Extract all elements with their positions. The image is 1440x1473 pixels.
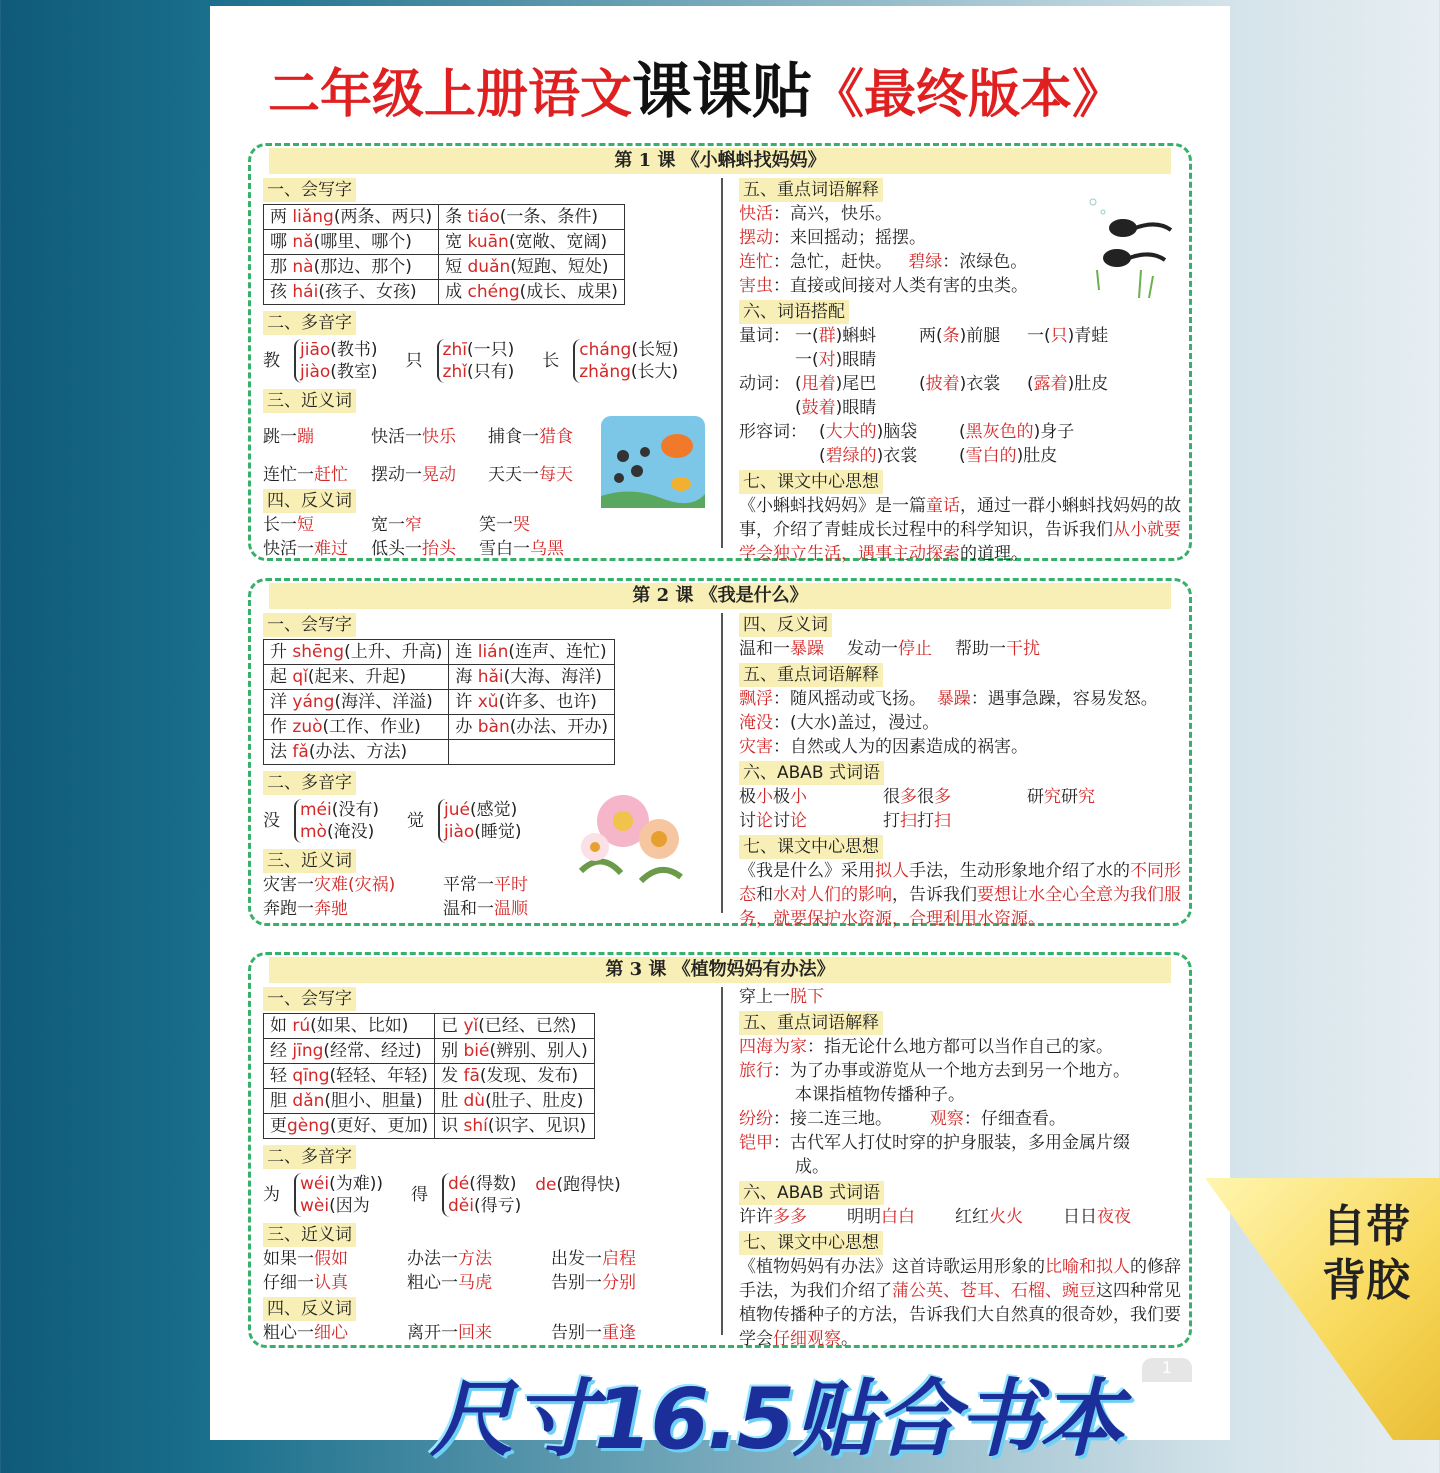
section-heading: 三、近义词 [263, 389, 356, 413]
table-row [264, 1014, 595, 1039]
table-cell: 识 shí(识字、见识) [435, 1114, 595, 1139]
definition: 铠甲：古代军人打仗时穿的护身服装，多用金属片缀 [739, 1133, 1130, 1153]
tadpole-illustration [1079, 190, 1179, 300]
table-cell [449, 740, 615, 765]
polyphone-group: 教 jiāo(教书) jiào(教室) 只 zhī(一只) zhǐ(只有) 长 cháng(长短) zhǎng(长大) [263, 340, 679, 382]
table-cell: 如 rú(如果、比如) [264, 1014, 435, 1039]
synonym-row: 灾害一灾难(灾祸) 平常一平时 [263, 875, 528, 895]
abab-row: 讨论讨论 打扫打扫 [739, 811, 951, 831]
definition: 飘浮：随风摇动或飞扬。 暴躁：遇事急躁，容易发怒。 [739, 689, 1158, 709]
synonym-row: 跳一蹦 快活一快乐 捕食一猎食 [263, 427, 573, 447]
abab-row: 极小极小 很多很多 研究研究 [739, 787, 1095, 807]
table-row [264, 665, 615, 690]
definition: 纷纷：接二连三地。 观察：仔细查看。 [739, 1109, 1066, 1129]
lesson-1-panel [248, 143, 1192, 564]
section-heading: 一、会写字 [263, 987, 356, 1011]
table-cell: 那 nà(那边、那个) [264, 255, 439, 280]
section-heading: 五、重点词语解释 [739, 178, 883, 202]
synonym-row: 如果一假如 办法一方法 出发一启程 [263, 1249, 636, 1269]
definition: 连忙：急忙，赶快。 碧绿：浓绿色。 [739, 252, 1028, 272]
adhesive-label: 自带 背胶 [1322, 1201, 1410, 1306]
writing-table [263, 204, 625, 305]
polyphone-bracket: jiāo(教书) jiào(教室) [294, 339, 378, 383]
collocation-row: (碧绿的)衣裳 (雪白的)肚皮 [819, 446, 1058, 466]
table-row [264, 690, 615, 715]
section-heading: 四、反义词 [263, 1297, 356, 1321]
definition: 旅行：为了办事或游览从一个地方去到另一个地方。 [739, 1061, 1130, 1081]
collocation-row: 量词： 一(群)蝌蚪 两(条)前腿 一(只)青蛙 [739, 326, 1109, 346]
polyphone-bracket: jué(感觉) jiào(睡觉) [438, 799, 522, 843]
table-cell: 起 qǐ(起来、升起) [264, 665, 449, 690]
definition: 成。 [795, 1157, 829, 1177]
collocation-row: 形容词： (大大的)脑袋 (黑灰色的)身子 [739, 422, 1075, 442]
definition: 灾害：自然或人为的因素造成的祸害。 [739, 737, 1028, 757]
table-cell: 作 zuò(工作、作业) [264, 715, 449, 740]
table-row [264, 280, 625, 305]
table-cell: 已 yǐ(已经、已然) [435, 1014, 595, 1039]
section-heading: 一、会写字 [263, 613, 356, 637]
lesson-3-panel [248, 952, 1192, 1348]
table-row [264, 715, 615, 740]
page-number: 1 [1142, 1358, 1192, 1382]
lesson-3-title: 第 3 课 《植物妈妈有办法》 [269, 957, 1171, 983]
table-cell: 海 hǎi(大海、海洋) [449, 665, 615, 690]
lesson-1-title: 第 1 课 《小蝌蚪找妈妈》 [269, 148, 1171, 174]
divider [721, 987, 723, 1335]
writing-table [263, 1013, 595, 1139]
table-row [264, 205, 625, 230]
table-row [264, 1089, 595, 1114]
table-cell: 经 jīng(经常、经过) [264, 1039, 435, 1064]
section-heading: 六、ABAB 式词语 [739, 1181, 884, 1205]
table-row [264, 1114, 595, 1139]
polyphone-group: 没 méi(没有) mò(淹没) 觉 jué(感觉) jiào(睡觉) [263, 800, 522, 842]
table-cell: 两 liǎng(两条、两只) [264, 205, 439, 230]
table-row [264, 230, 625, 255]
table-cell: 更gèng(更好、更加) [264, 1114, 435, 1139]
definition: 四海为家：指无论什么地方都可以当作自己的家。 [739, 1037, 1113, 1057]
section-heading: 三、近义词 [263, 849, 356, 873]
section-heading: 四、反义词 [739, 613, 832, 637]
abab-row: 许许多多 明明白白 红红火火 日日夜夜 [739, 1207, 1131, 1227]
page-title: 二年级上册语文课课贴《最终版本》 [268, 57, 1125, 127]
definition: 快活：高兴，快乐。 [739, 204, 892, 224]
definition: 摆动：来回摇动；摇摆。 [739, 228, 926, 248]
definition: 淹没：(大水)盖过，漫过。 [739, 713, 940, 733]
table-row [264, 640, 615, 665]
table-cell: 条 tiáo(一条、条件) [439, 205, 625, 230]
section-heading: 二、多音字 [263, 311, 356, 335]
section-heading: 五、重点词语解释 [739, 663, 883, 687]
antonym-row: 快活一难过 低头一抬头 雪白一乌黑 [263, 539, 564, 559]
table-cell: 办 bàn(办法、开办) [449, 715, 615, 740]
flower-illustration [561, 781, 691, 891]
central-idea: 《小蝌蚪找妈妈》是一篇童话，通过一群小蝌蚪找妈妈的故事，介绍了青蛙成长过程中的科学知识，告诉我们从小就要学会独立生活，遇事主动探索的道理。 [739, 496, 1181, 564]
lesson-3-left [263, 985, 713, 1345]
antonym-row: 长一短 宽一窄 笑一哭 [263, 515, 530, 535]
table-cell: 升 shēng(上升、升高) [264, 640, 449, 665]
polyphone-bracket: wéi(为难)) wèi(因为 [294, 1173, 383, 1217]
collocation-row: ( 鼓着 )眼睛 [795, 398, 877, 418]
section-heading: 七、课文中心思想 [739, 470, 883, 494]
table-row [264, 1039, 595, 1064]
table-row [264, 1064, 595, 1089]
table-cell: 孩 hái(孩子、女孩) [264, 280, 439, 305]
table-cell: 肚 dù(肚子、肚皮) [435, 1089, 595, 1114]
section-heading: 六、ABAB 式词语 [739, 761, 884, 785]
polyphone-bracket: cháng(长短) zhǎng(长大) [573, 339, 678, 383]
section-heading: 七、课文中心思想 [739, 1231, 883, 1255]
lesson-2-panel [248, 578, 1192, 929]
central-idea: 《我是什么》采用拟人手法，生动形象地介绍了水的不同形态和水对人们的影响，告诉我们要想让水全心全意为我们服务，就要保护水资源，合理利用水资源。 [739, 861, 1181, 929]
divider [721, 178, 723, 548]
section-heading: 二、多音字 [263, 771, 356, 795]
table-cell: 许 xǔ(许多、也许) [449, 690, 615, 715]
table-row [264, 740, 615, 765]
table-cell: 别 bié(辨别、别人) [435, 1039, 595, 1064]
section-heading: 六、词语搭配 [739, 300, 849, 324]
writing-table [263, 639, 615, 765]
polyphone-bracket: dé(得数) děi(得亏) [442, 1173, 521, 1217]
table-cell: 洋 yáng(海洋、洋溢) [264, 690, 449, 715]
synonym-row: 奔跑一奔驰 温和一温顺 [263, 899, 528, 919]
synonym-row: 连忙一赶忙 摆动一晃动 天天一每天 [263, 465, 573, 485]
table-cell: 短 duǎn(短跑、短处) [439, 255, 625, 280]
table-cell: 法 fǎ(办法、方法) [264, 740, 449, 765]
lesson-3-right [739, 985, 1184, 1351]
divider [721, 613, 723, 913]
table-cell: 成 chéng(成长、成果) [439, 280, 625, 305]
polyphone-group: 为 wéi(为难)) wèi(因为 得 dé(得数) děi(得亏) de(跑得快) [263, 1174, 621, 1216]
definition: 本课指植物传播种子。 [795, 1085, 965, 1105]
section-heading: 一、会写字 [263, 178, 356, 202]
table-cell: 哪 nǎ(哪里、哪个) [264, 230, 439, 255]
antonym-row: 温和一暴躁 发动一停止 帮助一干扰 [739, 639, 1040, 659]
table-cell: 胆 dǎn(胆小、胆量) [264, 1089, 435, 1114]
section-heading: 五、重点词语解释 [739, 1011, 883, 1035]
table-cell: 发 fā(发现、发布) [435, 1064, 595, 1089]
polyphone-bracket: zhī(一只) zhǐ(只有) [437, 339, 515, 383]
table-cell: 轻 qīng(轻轻、年轻) [264, 1064, 435, 1089]
central-idea: 《植物妈妈有办法》这首诗歌运用形象的比喻和拟人的修辞手法，为我们介绍了蒲公英、苍耳、石榴、豌豆这四种常见植物传播种子的方法，告诉我们大自然真的很奇妙，我们要学会仔细观察。 [739, 1257, 1181, 1349]
polyphone-bracket: méi(没有) mò(淹没) [294, 799, 379, 843]
antonym-row: 粗心一细心 离开一回来 告别一重逢 [263, 1323, 636, 1343]
definition: 害虫：直接或间接对人类有害的虫类。 [739, 276, 1028, 296]
section-heading: 二、多音字 [263, 1145, 356, 1169]
lesson-2-right [739, 611, 1184, 931]
collocation-row: 一( 对 )眼睛 [795, 350, 877, 370]
table-cell: 连 lián(连声、连忙) [449, 640, 615, 665]
section-heading: 七、课文中心思想 [739, 835, 883, 859]
table-row [264, 255, 625, 280]
synonym-row: 仔细一认真 粗心一马虎 告别一分别 [263, 1273, 636, 1293]
size-banner: 尺寸16.5贴合书本 [430, 1370, 1122, 1468]
tadpole-pond-illustration [601, 416, 705, 508]
collocation-row: 动词： (甩着)尾巴 (披着)衣裳 (露着)肚皮 [739, 374, 1109, 394]
section-heading: 四、反义词 [263, 489, 356, 513]
section-heading: 三、近义词 [263, 1223, 356, 1247]
lesson-2-title: 第 2 课 《我是什么》 [269, 583, 1171, 609]
table-cell: 宽 kuān(宽敞、宽阔) [439, 230, 625, 255]
antonym-row: 穿上一 脱下 [739, 987, 824, 1007]
